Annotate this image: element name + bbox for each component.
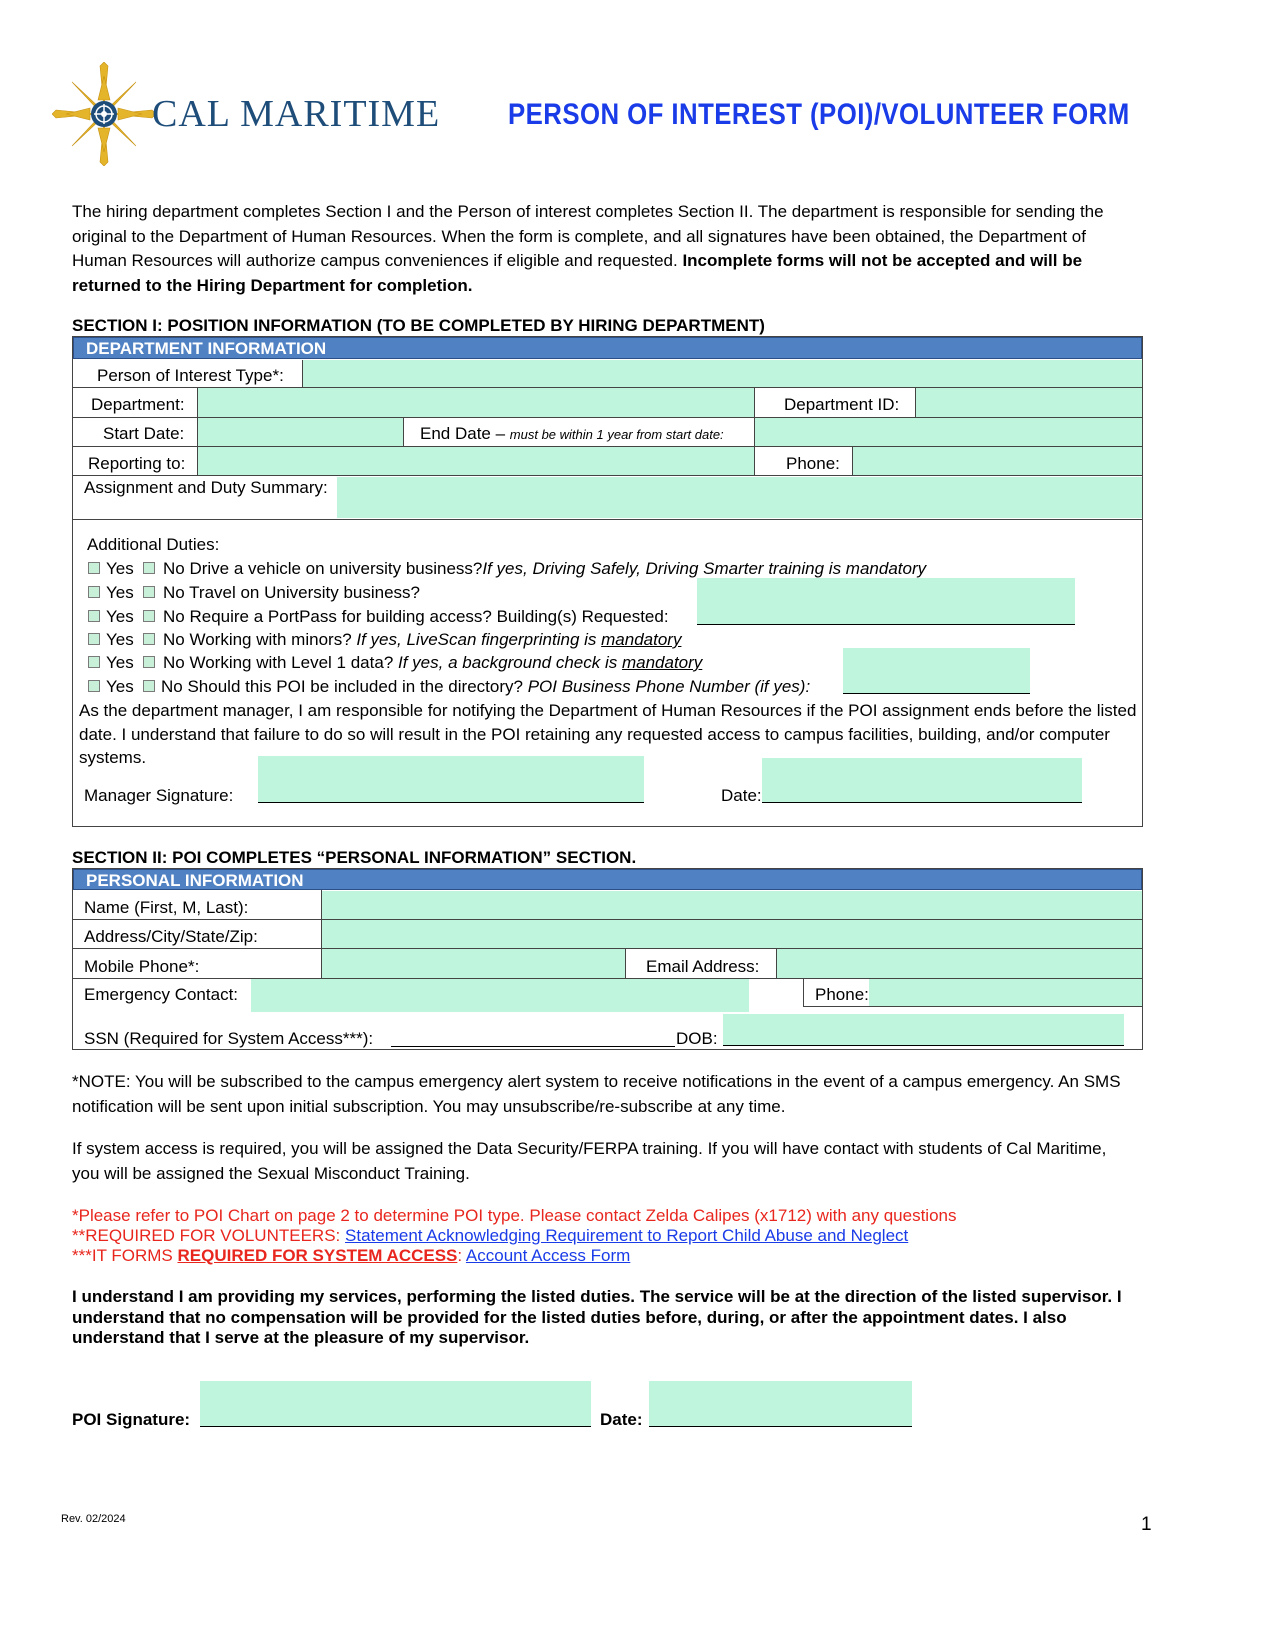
name-label: Name (First, M, Last): bbox=[84, 898, 249, 917]
duty-minors-no-checkbox[interactable] bbox=[143, 633, 155, 645]
section1-heading: SECTION I: POSITION INFORMATION (TO BE COMPLETED BY HIRING DEPARTMENT) bbox=[72, 316, 765, 335]
intro-bold-text: Incomplete forms will not be accepted and will be returned to the Hiring Department for completion. bbox=[72, 251, 1083, 295]
department-field[interactable] bbox=[198, 388, 754, 417]
end-date-field[interactable] bbox=[755, 418, 1142, 446]
poi-business-phone-field[interactable] bbox=[843, 648, 1030, 694]
emergency-phone-label: Phone: bbox=[815, 985, 869, 1004]
page-number: 1 bbox=[1141, 1514, 1152, 1535]
start-date-label: Start Date: bbox=[103, 424, 185, 443]
manager-statement: As the department manager, I am responsible for notifying the Department of Human Resources if the POI assignment ends before the listed date. I understand that failure to do so will result in the POI retaining any requested access to campus facilities, building, and/or computer systems. bbox=[79, 701, 1137, 767]
mobile-phone-label: Mobile Phone*: bbox=[84, 957, 200, 976]
child-abuse-statement-link[interactable]: Statement Acknowledging Requirement to Report Child Abuse and Neglect bbox=[345, 1226, 909, 1245]
emergency-contact-label: Emergency Contact: bbox=[84, 985, 239, 1004]
duty-level1-no-checkbox[interactable] bbox=[143, 656, 155, 668]
manager-signature-field[interactable] bbox=[258, 756, 644, 803]
training-note: If system access is required, you will be assigned the Data Security/FERPA training. If you will have contact with students of Cal Maritime, you will be assigned the Sexual Misconduct Training. bbox=[72, 1139, 1107, 1183]
email-label: Email Address: bbox=[646, 957, 760, 976]
emergency-phone-field[interactable] bbox=[869, 979, 1142, 1006]
dob-label: DOB: bbox=[676, 1029, 718, 1048]
poi-chart-note: *Please refer to POI Chart on page 2 to determine POI type. Please contact Zelda Calipes (x1712) with any questions bbox=[72, 1206, 957, 1225]
volunteer-requirement-line: **REQUIRED FOR VOLUNTEERS: Statement Acknowledging Requirement to Report Child Abuse and Neglect bbox=[72, 1226, 909, 1245]
manager-date-field[interactable] bbox=[762, 758, 1082, 803]
reporting-to-label: Reporting to: bbox=[88, 454, 186, 473]
reporting-to-field[interactable] bbox=[198, 447, 754, 475]
intro-paragraph bbox=[72, 200, 1144, 298]
additional-duties-label: Additional Duties: bbox=[87, 535, 220, 554]
form-title: PERSON OF INTEREST (POI)/VOLUNTEER FORM bbox=[508, 98, 1130, 131]
start-date-field[interactable] bbox=[198, 418, 403, 446]
emergency-alert-note: *NOTE: You will be subscribed to the campus emergency alert system to receive notifications in the event of a campus emergency. An SMS notification will be sent upon initial subscription. You may unsubscribe/re-subscribe at any time. bbox=[72, 1072, 1121, 1116]
department-label: Department: bbox=[91, 395, 185, 414]
poi-type-label: Person of Interest Type*: bbox=[97, 366, 284, 385]
name-field[interactable] bbox=[322, 891, 1142, 919]
duty-minors-yes-checkbox[interactable] bbox=[88, 633, 100, 645]
duty-directory-yes-checkbox[interactable] bbox=[88, 680, 100, 692]
duty-travel-no-checkbox[interactable] bbox=[143, 586, 155, 598]
email-field[interactable] bbox=[777, 949, 1142, 978]
poi-date-field[interactable] bbox=[649, 1381, 912, 1427]
end-date-note: must be within 1 year from start date: bbox=[509, 427, 724, 442]
duty-driving-yes-checkbox[interactable] bbox=[88, 562, 100, 574]
section2-heading: SECTION II: POI COMPLETES “PERSONAL INFORMATION” SECTION. bbox=[72, 848, 637, 867]
personal-info-bar: PERSONAL INFORMATION bbox=[73, 869, 1142, 890]
duty-portpass-no-checkbox[interactable] bbox=[143, 610, 155, 622]
duty-directory-no-checkbox[interactable] bbox=[143, 680, 155, 692]
department-id-field[interactable] bbox=[916, 388, 1142, 417]
duty-portpass-yes-checkbox[interactable] bbox=[88, 610, 100, 622]
address-field[interactable] bbox=[322, 920, 1142, 948]
it-forms-line: ***IT FORMS REQUIRED FOR SYSTEM ACCESS: Account Access Form bbox=[72, 1246, 631, 1265]
reporting-phone-field[interactable] bbox=[853, 447, 1142, 475]
duty-travel-yes-checkbox[interactable] bbox=[88, 586, 100, 598]
logo bbox=[52, 62, 442, 166]
duty-driving-no-checkbox[interactable] bbox=[143, 562, 155, 574]
assignment-label: Assignment and Duty Summary: bbox=[84, 478, 328, 497]
duty-level1-yes-checkbox[interactable] bbox=[88, 656, 100, 668]
manager-date-label: Date: bbox=[721, 786, 762, 805]
department-id-label: Department ID: bbox=[784, 395, 900, 414]
buildings-requested-field[interactable] bbox=[697, 578, 1075, 625]
ssn-label: SSN (Required for System Access***): bbox=[84, 1029, 374, 1048]
poi-signature-label: POI Signature: bbox=[72, 1410, 191, 1429]
emergency-contact-field[interactable] bbox=[251, 979, 749, 1012]
logo-text: CAL MARITIME bbox=[152, 93, 441, 135]
dob-field[interactable] bbox=[723, 1014, 1124, 1046]
acknowledgement-text: I understand I am providing my services, performing the listed duties. The service will be at the direction of the listed supervisor. I understand that no compensation will be provided for the listed duties before, during, or after the appointment dates. I also understand that I serve at the pleasure of my supervisor. bbox=[72, 1287, 1122, 1347]
poi-date-label: Date: bbox=[600, 1410, 643, 1429]
compass-rose-icon bbox=[52, 62, 156, 166]
address-label: Address/City/State/Zip: bbox=[84, 927, 258, 946]
intro-text: The hiring department completes Section I and the Person of interest completes Section II. The department is responsible for sending the original to the Department of Human Resources. When the form is complete, and all signatures have been obtained, the Department of Human Resources will authorize campus conveniences if eligible and requested. bbox=[72, 202, 1104, 270]
mobile-phone-field[interactable] bbox=[322, 949, 625, 978]
end-date-label: End Date – must be within 1 year from start date: bbox=[420, 424, 724, 443]
poi-type-field[interactable] bbox=[303, 360, 1142, 387]
revision-label: Rev. 02/2024 bbox=[61, 1513, 126, 1525]
ssn-field[interactable] bbox=[391, 1026, 675, 1047]
phone-label: Phone: bbox=[786, 454, 840, 473]
department-info-bar: DEPARTMENT INFORMATION bbox=[73, 337, 1142, 359]
assignment-field[interactable] bbox=[337, 477, 1142, 518]
poi-signature-field[interactable] bbox=[200, 1381, 591, 1427]
manager-signature-label: Manager Signature: bbox=[84, 786, 234, 805]
account-access-form-link[interactable]: Account Access Form bbox=[465, 1246, 631, 1265]
